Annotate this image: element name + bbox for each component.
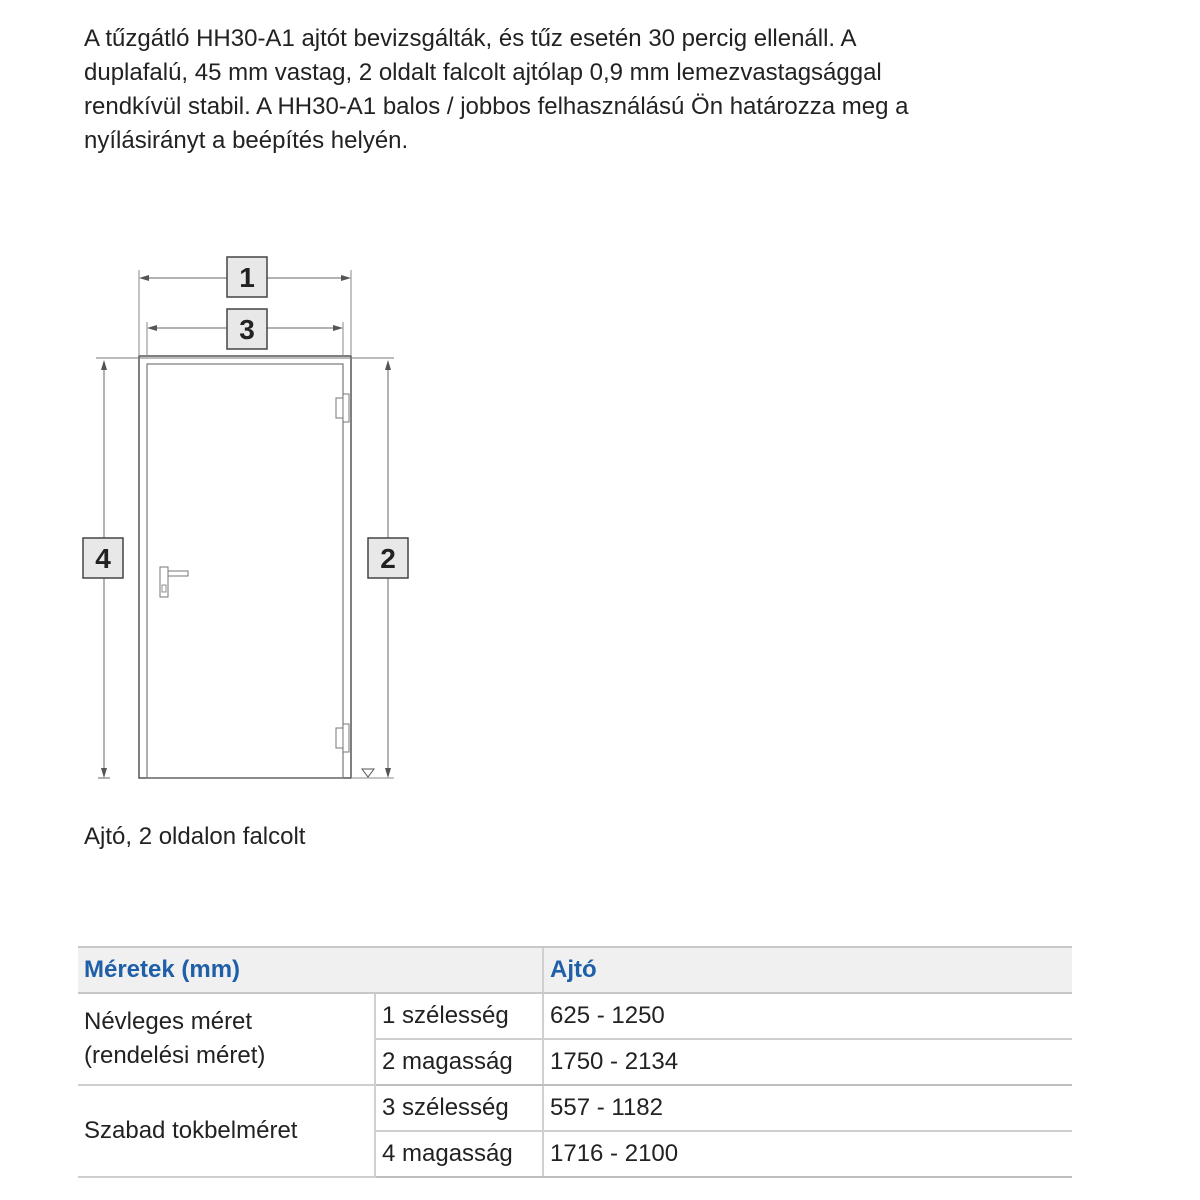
group-label-nominal [78,993,375,1085]
svg-text:1: 1 [239,262,255,293]
intro-text [84,22,1084,158]
door-handle-icon [160,567,188,597]
value-cell: 625 - 1250 [543,993,1072,1039]
svg-text:4: 4 [95,543,111,574]
dimension-label-1 [227,257,267,297]
dimension-label-4 [83,538,123,578]
table-row [78,1085,1072,1131]
intro-line: nyílásirányt a beépítés helyén. [84,127,409,154]
floor-level-icon [362,769,374,777]
group-label-line: (rendelési méret) [84,1042,266,1069]
dimension-label-2 [368,538,408,578]
door-dimension-drawing [70,240,430,800]
header-door: Ajtó [543,947,1072,993]
dimension-label-3 [227,309,267,349]
header-dimensions: Méretek (mm) [78,947,543,993]
dimension-cell: 1 szélesség [375,993,543,1039]
hinge-icon [336,724,349,752]
dimension-cell: 3 szélesség [375,1085,543,1131]
group-label-line: Szabad tokbelméret [84,1117,298,1144]
value-cell: 1716 - 2100 [543,1131,1072,1177]
svg-text:2: 2 [380,543,396,574]
table-row [78,993,1072,1039]
svg-text:3: 3 [239,314,255,345]
value-cell: 1750 - 2134 [543,1039,1072,1085]
group-label-clear-frame [78,1085,375,1177]
intro-line: duplafalú, 45 mm vastag, 2 oldalt falcolt ajtólap 0,9 mm lemezvastagsággal [84,59,882,86]
dimensions-table [78,946,1072,1178]
intro-line: rendkívül stabil. A HH30-A1 balos / jobbos felhasználású Ön határozza meg a [84,93,909,120]
dimension-cell: 4 magasság [375,1131,543,1177]
group-label-line: Névleges méret [84,1008,253,1035]
drawing-caption: Ajtó, 2 oldalon falcolt [84,823,306,850]
value-cell: 557 - 1182 [543,1085,1072,1131]
dimension-cell: 2 magasság [375,1039,543,1085]
hinge-icon [336,394,349,422]
intro-line: A tűzgátló HH30-A1 ajtót bevizsgálták, és tűz esetén 30 percig ellenáll. A [84,25,857,52]
table-header-row [78,947,1072,993]
